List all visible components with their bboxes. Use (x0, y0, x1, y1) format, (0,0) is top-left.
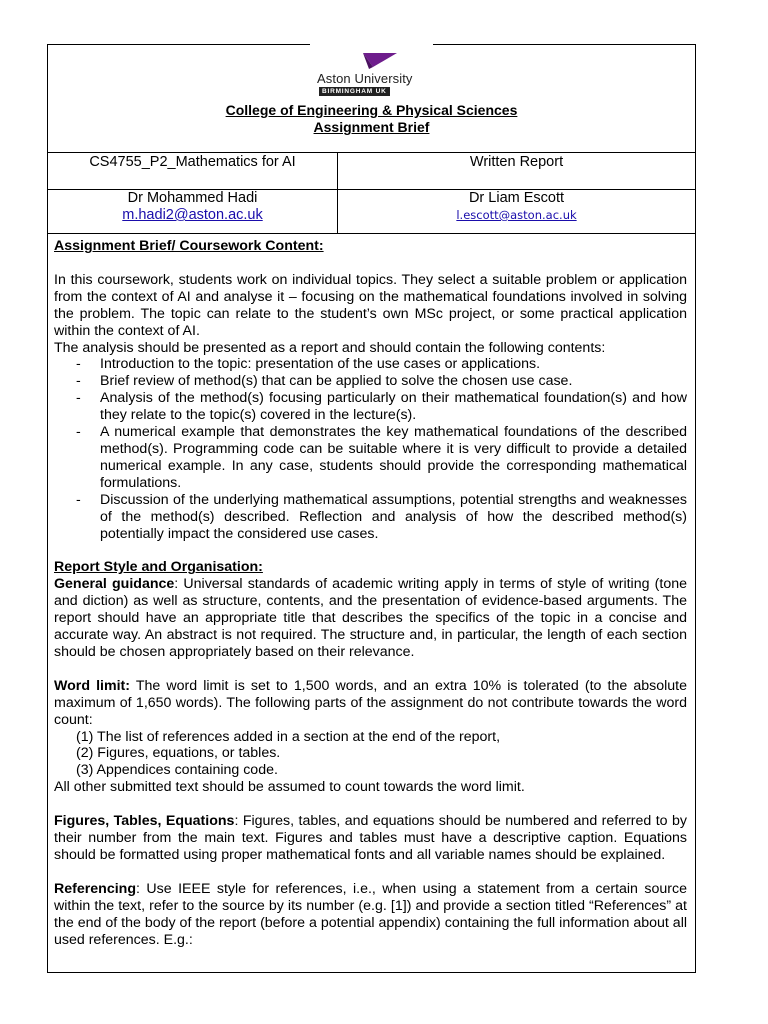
assessment-type: Written Report (469, 154, 564, 170)
logo-name: Aston University (317, 71, 413, 86)
lecturer-1-name: Dr Mohammed Hadi (127, 190, 258, 206)
word-count-exclusions (54, 729, 687, 780)
list-item: - A numerical example that demonstrates the key mathematical foundations of the described method(s). Programming code can be suitable where it is very difficult to provide a detailed numerical example. In any case, students should provide the corresponding mathematical formulations. (54, 424, 687, 492)
aston-chevron-icon (313, 51, 433, 73)
referencing-text: : Use IEEE style for references, i.e., when using a statement from a certain source within the text, refer to the source by its number (e.g. [1]) and provide a section titled “References” at the end of the body of the report (before a potential appendix) containing the full information about all used references. E.g.: (54, 880, 687, 948)
list-item: (2) Figures, equations, or tables. (76, 745, 281, 762)
referencing-paragraph (54, 881, 687, 949)
referencing-label: Referencing (54, 880, 136, 897)
list-item: (1) The list of references added in a section at the end of the report, (76, 728, 501, 745)
brief-title: Assignment Brief (313, 119, 430, 135)
analysis-intro: The analysis should be presented as a report and should contain the following contents: (54, 339, 606, 356)
list-item: - Analysis of the method(s) focusing particularly on their mathematical foundation(s) and how they relate to the topic(s) covered in the lecture(s). (54, 390, 687, 424)
figures-paragraph (54, 813, 687, 864)
content-list (54, 356, 687, 542)
figures-text: : Figures, tables, and equations should be numbered and referred to by their number from the main text. Figures and tables must have a descriptive caption. Equations should be formatted using proper mathematical fonts and all variable names should be explained. (54, 813, 687, 863)
document-header (48, 45, 695, 153)
word-limit-text: The word limit is set to 1,500 words, and an extra 10% is tolerated (to the absolute maximum of 1,650 words). The following parts of the assignment do not contribute towards the word count: (54, 677, 687, 728)
list-item: - Discussion of the underlying mathematical assumptions, potential strengths and weaknesses of the method(s) described. Reflection and analysis of how the described method(s) potentially impact the considered use cases. (54, 492, 687, 543)
module-code: CS4755_P2_Mathematics for AI (48, 153, 338, 189)
word-limit-label: Word limit: (54, 677, 130, 694)
logo-border-gap (310, 42, 433, 46)
word-limit-note: All other submitted text should be assumed to count towards the word limit. (54, 779, 525, 796)
figures-label: Figures, Tables, Equations (54, 813, 235, 830)
style-heading: Report Style and Organisation: (54, 559, 263, 576)
assignment-brief-frame (47, 44, 696, 973)
guidance-text: : Universal standards of academic writing apply in terms of style of writing (tone and diction) as well as structure, contents, and the presentation of evidence-based arguments. The report should have an appropriate title that describes the specifics of the topic in a concise and accurate way. An abstract is not required. The structure and, in particular, the length of each section should be chosen appropriately based on their relevance. (54, 576, 687, 660)
lecturer-1 (48, 190, 338, 233)
list-item: - Brief review of method(s) that can be applied to solve the chosen use case. (54, 373, 687, 390)
lecturer-row (48, 190, 695, 234)
list-item: - Introduction to the topic: presentation of the use cases or applications. (54, 356, 687, 373)
aston-university-logo (313, 51, 433, 97)
word-limit-paragraph (54, 678, 687, 729)
lecturer-2 (338, 190, 695, 233)
guidance-paragraph (54, 576, 687, 661)
intro-paragraph: In this coursework, students work on individual topics. They select a suitable problem or application from the context of AI and analyse it – focusing on the mathematical foundations involved in solving the problem. The topic can relate to the student’s own MSc project, or some practical application within the context of AI. (54, 271, 687, 339)
guidance-label: General guidance (54, 576, 175, 593)
list-item: (3) Appendices containing code. (76, 762, 278, 779)
college-title: College of Engineering & Physical Sciences (225, 102, 518, 118)
lecturer-2-email-link[interactable]: l.escott@aston.ac.uk (456, 208, 577, 222)
lecturer-1-email-link[interactable]: m.hadi2@aston.ac.uk (122, 207, 263, 223)
lecturer-2-name: Dr Liam Escott (468, 190, 565, 206)
content-heading: Assignment Brief/ Coursework Content: (54, 238, 324, 254)
module-row (48, 153, 695, 190)
brief-content (48, 234, 695, 949)
logo-city: BIRMINGHAM UK (319, 87, 390, 96)
